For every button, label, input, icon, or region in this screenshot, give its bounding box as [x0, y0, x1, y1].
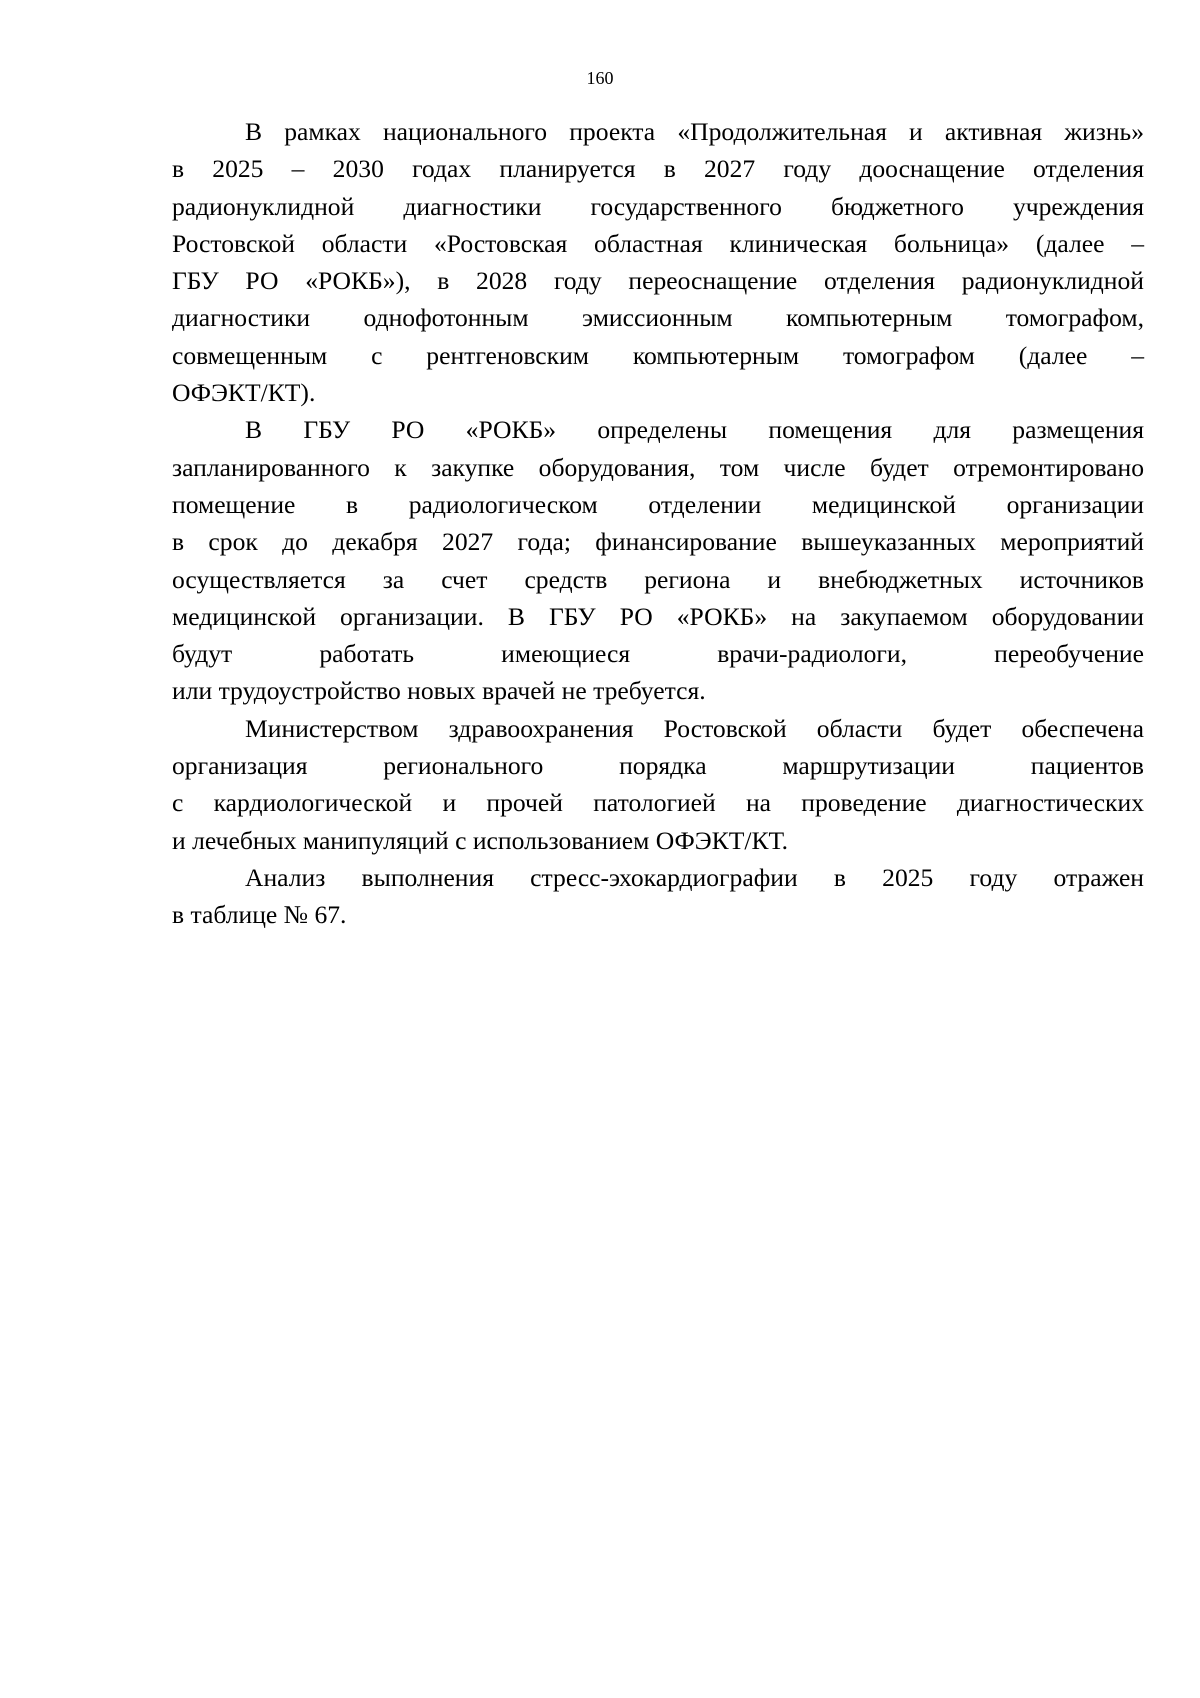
text-line: ГБУ РО «РОКБ»), в 2028 году переоснащение отделения радионуклидной: [172, 266, 1144, 296]
text-line: в срок до декабря 2027 года; финансирование вышеуказанных мероприятий: [172, 527, 1144, 557]
paragraph: [172, 710, 1144, 859]
text-line: или трудоустройство новых врачей не требуется.: [172, 676, 706, 706]
text-line: и лечебных манипуляций с использованием ОФЭКТ/КТ.: [172, 825, 788, 855]
text-line: запланированного к закупке оборудования, том числе будет отремонтировано: [172, 452, 1144, 482]
body-text: [172, 113, 1144, 934]
text-line: диагностики однофотонным эмиссионным компьютерным томографом,: [172, 303, 1144, 333]
text-line: Анализ выполнения стресс-эхокардиографии в 2025 году отражен: [245, 862, 1144, 892]
paragraph: [172, 113, 1144, 411]
text-line: ОФЭКТ/КТ).: [172, 378, 316, 408]
page-number: 160: [586, 68, 614, 88]
text-line: с кардиологической и прочей патологией на проведение диагностических: [172, 788, 1144, 818]
text-line: В рамках национального проекта «Продолжительная и активная жизнь»: [245, 117, 1144, 146]
text-line: В ГБУ РО «РОКБ» определены помещения для размещения: [245, 415, 1144, 445]
text-line: в 2025 – 2030 годах планируется в 2027 году дооснащение отделения: [172, 154, 1144, 184]
text-line: будут работать имеющиеся врачи-радиологи, переобучение: [172, 639, 1144, 669]
text-line: радионуклидной диагностики государственного бюджетного учреждения: [172, 191, 1144, 221]
text-line: Министерством здравоохранения Ростовской области будет обеспечена: [245, 713, 1144, 743]
paragraph: [172, 411, 1144, 709]
text-line: совмещенным с рентгеновским компьютерным томографом (далее –: [172, 340, 1144, 370]
text-line: помещение в радиологическом отделении медицинской организации: [172, 489, 1144, 519]
text-line: в таблице № 67.: [172, 900, 347, 930]
text-line: организация регионального порядка маршрутизации пациентов: [172, 751, 1144, 781]
text-line: осуществляется за счет средств региона и внебюджетных источников: [172, 564, 1144, 594]
text-line: медицинской организации. В ГБУ РО «РОКБ» на закупаемом оборудовании: [172, 601, 1144, 631]
paragraph: [172, 859, 1144, 934]
text-line: Ростовской области «Ростовская областная клиническая больница» (далее –: [172, 228, 1144, 258]
